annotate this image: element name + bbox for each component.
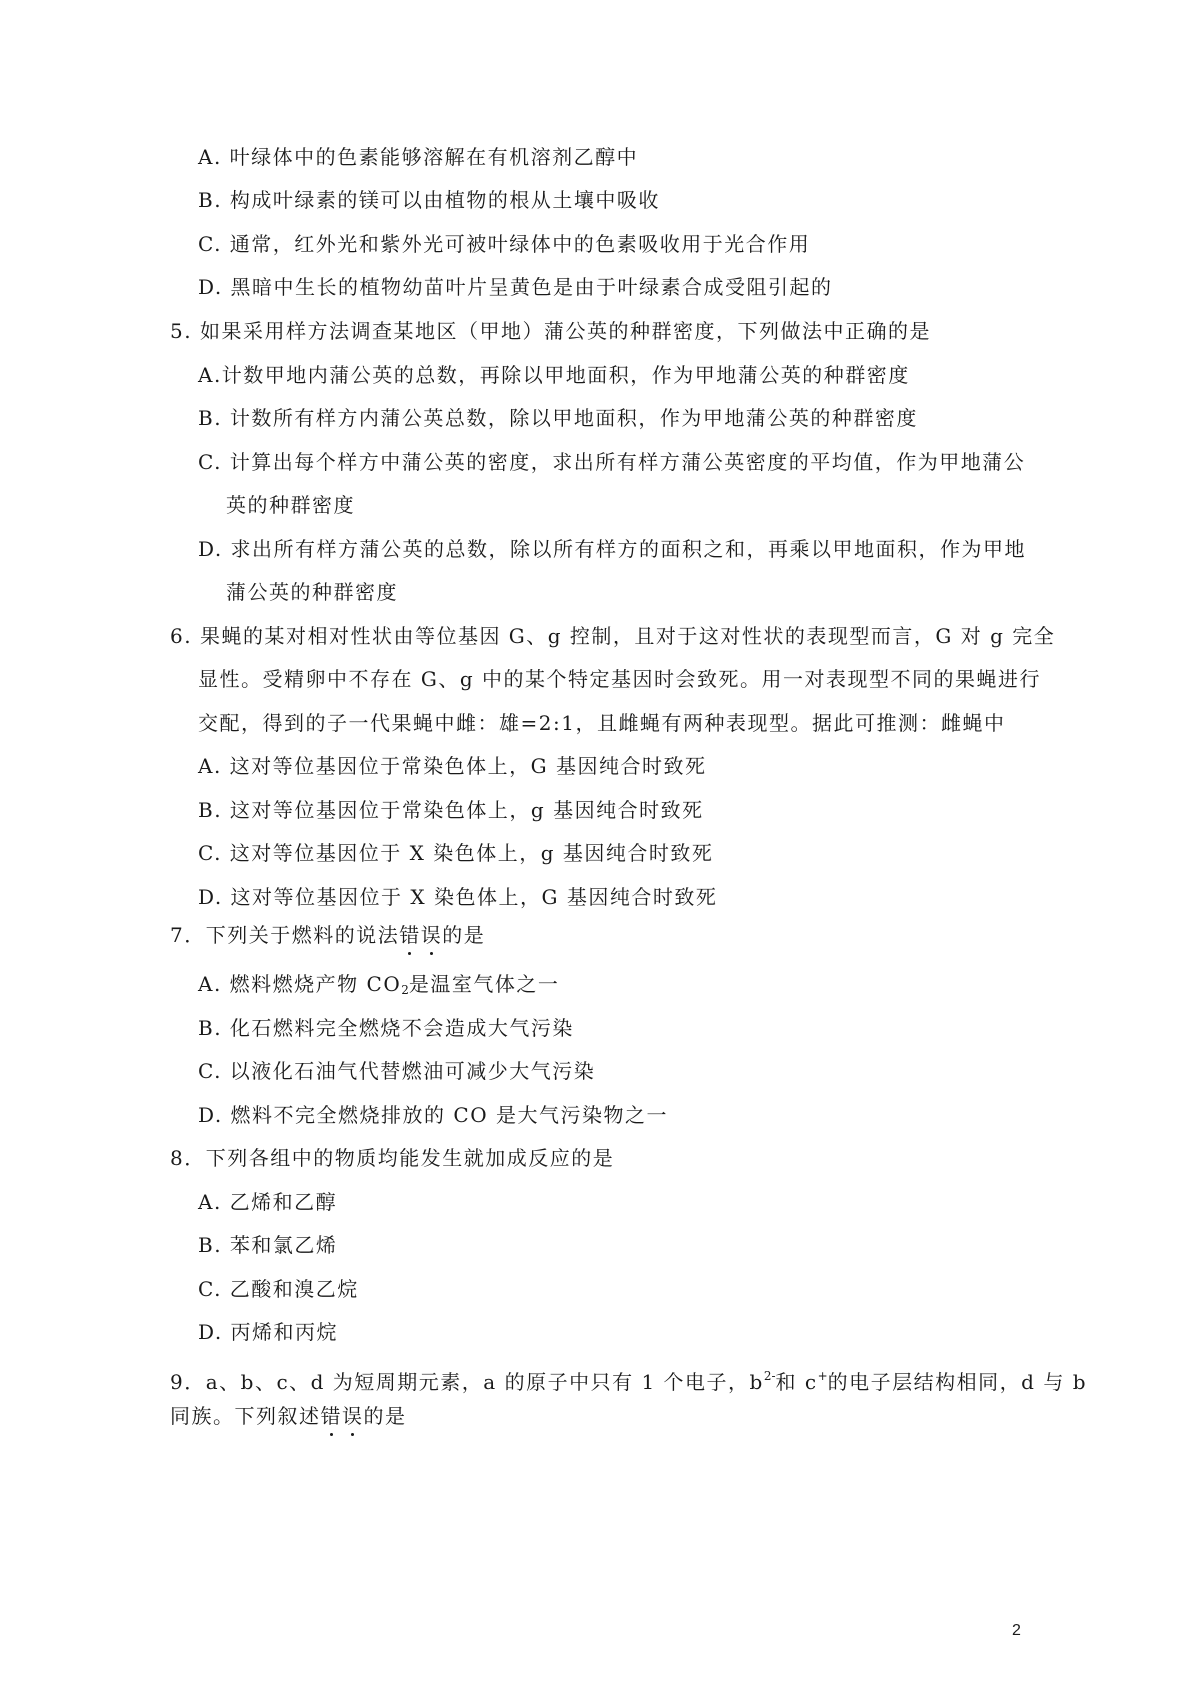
q4-option-a: A. 叶绿体中的色素能够溶解在有机溶剂乙醇中 (198, 145, 639, 169)
q8-option-a: A. 乙烯和乙醇 (198, 1190, 338, 1214)
q7-stem-post: 的是 (442, 923, 486, 947)
q8-option-b: B. 苯和氯乙烯 (198, 1233, 338, 1257)
q7-option-a-post: 是温室气体之一 (408, 972, 560, 996)
q6-option-d: D. 这对等位基因位于 X 染色体上，G 基因纯合时致死 (198, 885, 718, 909)
q4-option-c: C. 通常，红外光和紫外光可被叶绿体中的色素吸收用于光合作用 (198, 232, 811, 256)
q5-option-c-line1: C. 计算出每个样方中蒲公英的密度，求出所有样方蒲公英密度的平均值，作为甲地蒲公 (198, 450, 1026, 474)
page-number: 2 (1012, 1622, 1021, 1639)
q8-stem: 8．下列各组中的物质均能发生就加成反应的是 (170, 1146, 615, 1170)
q6-stem-line3: 交配，得到的子一代果蝇中雌：雄=2:1，且雌蝇有两种表现型。据此可推测：雌蝇中 (198, 711, 1006, 735)
q7-option-c: C. 以液化石油气代替燃油可减少大气污染 (198, 1059, 596, 1083)
q5-option-c-line2: 英的种群密度 (226, 493, 355, 517)
q9-stem-line1 (170, 1362, 1087, 1396)
q9-stem-part3: 的电子层结构相同，d 与 b (827, 1370, 1087, 1394)
q5-option-a: A.计数甲地内蒲公英的总数，再除以甲地面积，作为甲地蒲公英的种群密度 (198, 363, 910, 387)
q7-option-a-subscript: 2 (401, 983, 409, 997)
q7-option-a (198, 970, 559, 1004)
q8-option-d: D. 丙烯和丙烷 (198, 1320, 339, 1344)
q8-option-c: C. 乙酸和溴乙烷 (198, 1277, 359, 1301)
q5-option-d-line1: D. 求出所有样方蒲公英的总数，除以所有样方的面积之和，再乘以甲地面积，作为甲地 (198, 537, 1027, 561)
q5-stem: 5. 如果采用样方法调查某地区（甲地）蒲公英的种群密度，下列做法中正确的是 (170, 319, 931, 343)
q7-stem-emphasis-2: 误 (420, 923, 443, 947)
q5-option-b: B. 计数所有样方内蒲公英总数，除以甲地面积，作为甲地蒲公英的种群密度 (198, 406, 918, 430)
q7-option-b: B. 化石燃料完全燃烧不会造成大气污染 (198, 1016, 574, 1040)
q6-option-c: C. 这对等位基因位于 X 染色体上，g 基因纯合时致死 (198, 841, 714, 865)
q6-option-b: B. 这对等位基因位于常染色体上，g 基因纯合时致死 (198, 798, 704, 822)
q9-stem-part1: 9．a、b、c、d 为短周期元素，a 的原子中只有 1 个电子，b (170, 1370, 764, 1394)
q9-emphasis-1: 错 (320, 1404, 342, 1428)
q9-stem-part2: 和 c (775, 1370, 818, 1394)
q7-stem-pre: 7．下列关于燃料的说法 (170, 923, 400, 947)
q4-option-d: D. 黑暗中生长的植物幼苗叶片呈黄色是由于叶绿素合成受阻引起的 (198, 275, 833, 299)
q7-option-a-pre: A. 燃料燃烧产物 CO (198, 972, 402, 996)
q6-stem-line1: 6. 果蝇的某对相对性状由等位基因 G、g 控制，且对于这对性状的表现型而言，G 对 g 完全 (170, 624, 1056, 648)
q6-stem-line2: 显性。受精卵中不存在 G、g 中的某个特定基因时会致死。用一对表现型不同的果蝇进行 (198, 667, 1041, 691)
q9-superscript-2: + (817, 1369, 828, 1383)
q5-option-d-line2: 蒲公英的种群密度 (226, 580, 398, 604)
q9-line2-post: 的是 (363, 1404, 407, 1428)
q4-option-b: B. 构成叶绿素的镁可以由植物的根从土壤中吸收 (198, 188, 660, 212)
q7-option-d: D. 燃料不完全燃烧排放的 CO 是大气污染物之一 (198, 1103, 668, 1127)
q7-stem (170, 921, 485, 949)
q9-line2-pre: 同族。下列叙述 (170, 1404, 321, 1428)
q6-option-a: A. 这对等位基因位于常染色体上，G 基因纯合时致死 (198, 754, 707, 778)
q9-emphasis-2: 误 (342, 1404, 364, 1428)
q7-stem-emphasis-1: 错 (399, 923, 421, 947)
q9-superscript-1: 2- (763, 1369, 776, 1383)
q9-stem-line2 (170, 1402, 407, 1430)
